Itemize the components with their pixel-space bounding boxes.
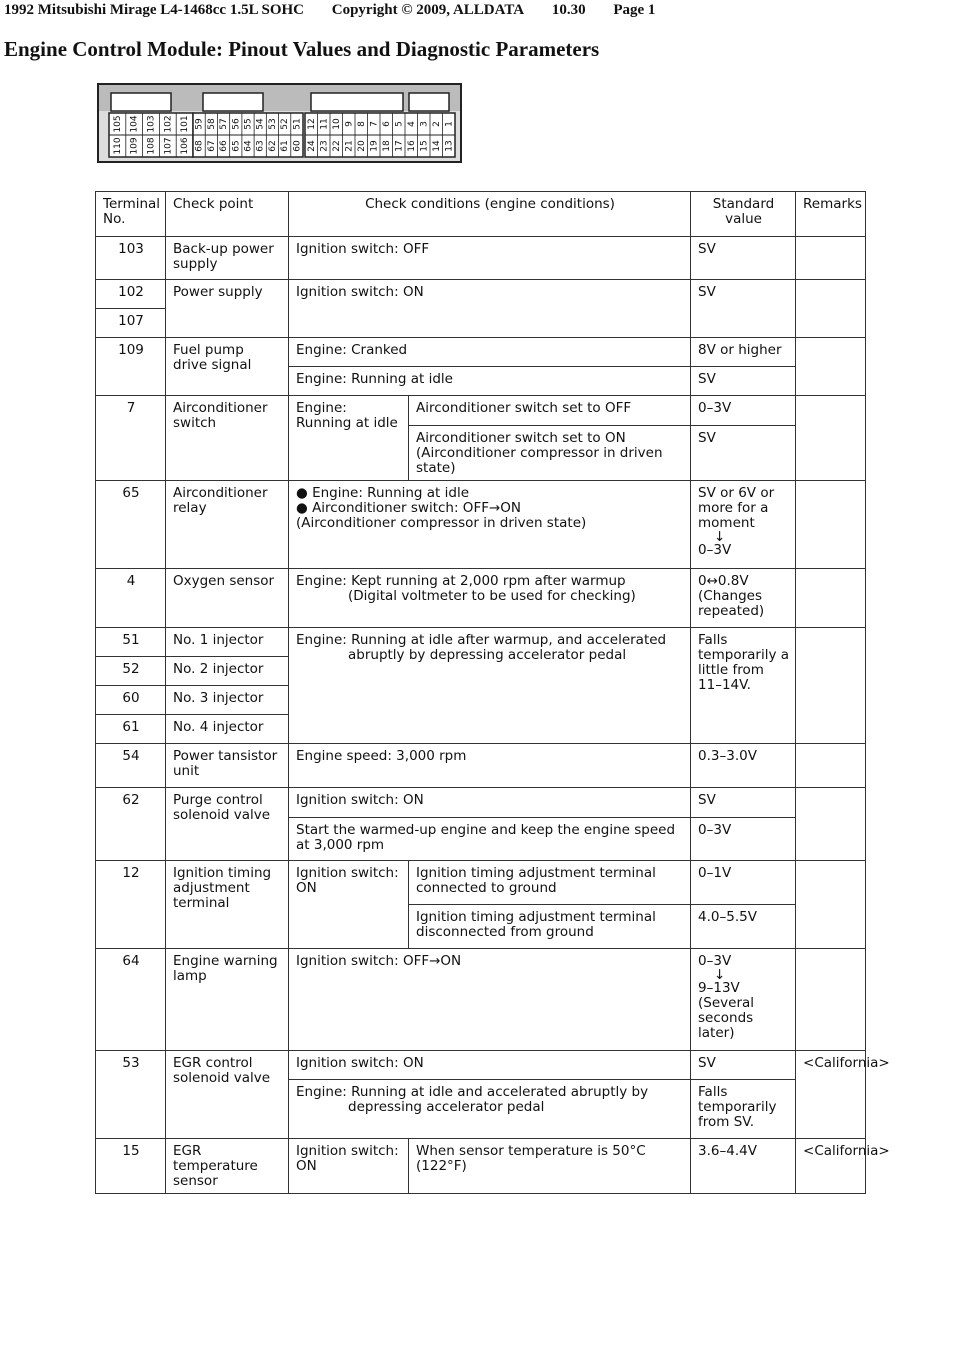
table-row <box>96 861 866 905</box>
page-number: Page 1 <box>613 2 656 18</box>
condition-cell: Ignition switch: ON <box>289 788 691 818</box>
condition-line: Engine: Kept running at 2,000 rpm after warmup <box>296 573 626 589</box>
terminal-cell: 65 <box>96 481 166 569</box>
terminal-cell: 51 <box>96 628 166 657</box>
pinout-table <box>95 191 890 1194</box>
terminal-cell: 62 <box>96 788 166 861</box>
remarks-cell <box>796 481 866 569</box>
value-line: 9–13V (Several seconds later) <box>698 980 755 1041</box>
value-cell: Falls temporarily from SV. <box>691 1080 796 1139</box>
connector-pin-label: 10 <box>331 118 342 130</box>
page-title: Engine Control Module: Pinout Values and Diagnostic Parameters <box>4 37 600 61</box>
table-row <box>96 744 866 788</box>
connector-pin-label: 102 <box>163 115 174 133</box>
connector-pin-label: 68 <box>194 140 205 152</box>
connector-pin-label: 51 <box>292 118 303 130</box>
pinout-table-wrapper <box>95 191 890 1189</box>
check-point-cell: EGR control solenoid valve <box>166 1051 289 1139</box>
condition-line: ● Airconditioner switch: OFF→ON <box>296 500 522 516</box>
connector-pin-label: 15 <box>419 140 430 152</box>
terminal-cell: 103 <box>96 237 166 280</box>
header-remarks: Remarks <box>796 192 866 237</box>
condition-cell: Engine: Cranked <box>289 338 691 367</box>
check-point-cell: Airconditioner relay <box>166 481 289 569</box>
value-cell: 0–3V <box>691 396 796 426</box>
value-cell: 0–1V <box>691 861 796 905</box>
terminal-cell: 109 <box>96 338 166 396</box>
connector-pin-label: 12 <box>306 118 317 130</box>
condition-line: depressing accelerator pedal <box>348 1099 545 1115</box>
condition-line: ● Engine: Running at idle <box>296 485 470 501</box>
header-standard-value: Standard value <box>691 192 796 237</box>
condition-line: Engine: Running at idle and accelerated abruptly by <box>296 1084 649 1100</box>
connector-pin-label: 17 <box>394 140 405 152</box>
condition-cell <box>289 1080 691 1139</box>
check-point-cell: Fuel pump drive signal <box>166 338 289 396</box>
connector-pin-label: 66 <box>219 140 230 152</box>
value-cell: SV <box>691 1051 796 1080</box>
connector-pin-label: 106 <box>180 137 191 155</box>
connector-key <box>311 93 403 111</box>
value-cell: 8V or higher <box>691 338 796 367</box>
connector-pin-label: 107 <box>163 137 174 155</box>
connector-pin-label: 62 <box>267 140 278 152</box>
condition-line: abruptly by depressing accelerator pedal <box>348 647 627 663</box>
connector-pin-label: 9 <box>344 121 355 127</box>
value-line: SV or 6V or more for a moment <box>698 485 775 531</box>
down-arrow-icon: ↓ <box>714 967 726 983</box>
terminal-cell: 61 <box>96 715 166 744</box>
remarks-cell <box>796 237 866 280</box>
value-cell: SV <box>691 367 796 396</box>
value-line: 0↔0.8V <box>698 573 749 589</box>
value-cell: 4.0–5.5V <box>691 905 796 949</box>
header-conditions: Check conditions (engine conditions) <box>289 192 691 237</box>
value-cell: SV <box>691 426 796 481</box>
condition-cell <box>289 569 691 628</box>
condition-cell <box>289 628 691 744</box>
value-cell: 3.6–4.4V <box>691 1139 796 1194</box>
connector-pin-label: 11 <box>319 118 330 130</box>
connector-pin-label: 53 <box>267 118 278 130</box>
header-check-point: Check point <box>166 192 289 237</box>
terminal-cell: 54 <box>96 744 166 788</box>
table-row <box>96 396 866 426</box>
connector-pin-label: 18 <box>381 140 392 152</box>
connector-pin-label: 108 <box>146 137 157 155</box>
remarks-cell <box>796 744 866 788</box>
table-row <box>96 628 866 657</box>
check-point-cell: Ignition timing adjustment terminal <box>166 861 289 949</box>
terminal-cell: 15 <box>96 1139 166 1194</box>
check-point-cell: Purge control solenoid valve <box>166 788 289 861</box>
terminal-cell: 4 <box>96 569 166 628</box>
table-row <box>96 1139 866 1194</box>
terminal-cell: 7 <box>96 396 166 481</box>
connector-pin-label: 103 <box>146 115 157 133</box>
connector-pin-label: 101 <box>180 115 191 133</box>
check-point-cell: No. 3 injector <box>166 686 289 715</box>
engine-state-cell: Ignition switch: ON <box>289 861 409 949</box>
copyright-label: Copyright © 2009, ALLDATA <box>331 2 525 18</box>
connector-pin-label: 58 <box>206 118 217 130</box>
connector-pin-label: 6 <box>381 121 392 127</box>
connector-pin-label: 52 <box>280 118 291 130</box>
check-point-cell: No. 2 injector <box>166 657 289 686</box>
connector-pin-label: 61 <box>280 140 291 152</box>
check-point-cell: No. 1 injector <box>166 628 289 657</box>
condition-cell: Start the warmed-up engine and keep the engine speed at 3,000 rpm <box>289 818 691 861</box>
connector-pin-label: 19 <box>369 140 380 152</box>
condition-cell <box>409 426 691 481</box>
version-label: 10.30 <box>551 2 586 18</box>
value-line: 0–3V <box>698 953 732 969</box>
value-cell: 0.3–3.0V <box>691 744 796 788</box>
check-point-cell: Oxygen sensor <box>166 569 289 628</box>
connector-pin-label: 21 <box>344 140 355 152</box>
terminal-cell: 12 <box>96 861 166 949</box>
table-row <box>96 280 866 309</box>
condition-cell: Ignition switch: OFF→ON <box>289 949 691 1051</box>
value-cell: SV <box>691 788 796 818</box>
table-row <box>96 949 866 1051</box>
connector-pin-label: 110 <box>112 137 123 155</box>
check-point-cell: Power tansistor unit <box>166 744 289 788</box>
terminal-cell: 53 <box>96 1051 166 1139</box>
connector-pin-label: 24 <box>306 140 317 152</box>
remarks-cell <box>796 396 866 481</box>
page-header <box>4 2 679 19</box>
remarks-cell: <California> <box>796 1051 866 1139</box>
table-row <box>96 1051 866 1080</box>
connector-pin-label: 2 <box>431 121 442 127</box>
remarks-cell <box>796 788 866 861</box>
value-cell: SV <box>691 237 796 280</box>
connector-pin-label: 22 <box>331 140 342 152</box>
condition-cell: Engine speed: 3,000 rpm <box>289 744 691 788</box>
condition-line: Airconditioner switch set to ON <box>416 430 626 446</box>
connector-pin-label: 1 <box>444 121 455 127</box>
remarks-cell <box>796 280 866 338</box>
connector-pin-label: 104 <box>129 115 140 133</box>
connector-pin-label: 57 <box>219 118 230 130</box>
condition-cell: Ignition switch: ON <box>289 1051 691 1080</box>
engine-state-cell: Ignition switch: ON <box>289 1139 409 1194</box>
check-point-cell: Back-up power supply <box>166 237 289 280</box>
connector-pin-label: 65 <box>231 140 242 152</box>
condition-line: Engine: Running at idle after warmup, and accelerated <box>296 632 667 648</box>
condition-cell: When sensor temperature is 50°C (122°F) <box>409 1139 691 1194</box>
value-cell: SV <box>691 280 796 338</box>
remarks-cell: <California> <box>796 1139 866 1194</box>
connector-pin-label: 23 <box>319 140 330 152</box>
connector-pin-label: 55 <box>243 118 254 130</box>
remarks-cell <box>796 861 866 949</box>
terminal-cell: 64 <box>96 949 166 1051</box>
connector-pin-label: 56 <box>231 118 242 130</box>
condition-cell: Ignition switch: ON <box>289 280 691 338</box>
table-row <box>96 788 866 818</box>
table-row <box>96 481 866 569</box>
connector-pin-label: 54 <box>255 118 266 130</box>
connector-pin-label: 14 <box>431 140 442 152</box>
connector-pin-label: 3 <box>419 121 430 127</box>
condition-cell: Ignition timing adjustment terminal connected to ground <box>409 861 691 905</box>
terminal-cell: 107 <box>96 309 166 338</box>
connector-pin-label: 13 <box>444 140 455 152</box>
value-cell: 0–3V <box>691 818 796 861</box>
condition-cell: Ignition switch: OFF <box>289 237 691 280</box>
connector-svg <box>99 85 460 161</box>
condition-line: (Digital voltmeter to be used for checking) <box>348 588 636 604</box>
connector-pin-label: 4 <box>406 121 417 127</box>
connector-pin-label: 109 <box>129 137 140 155</box>
value-cell <box>691 569 796 628</box>
check-point-cell: Engine warning lamp <box>166 949 289 1051</box>
down-arrow-icon: ↓ <box>714 529 726 545</box>
connector-pin-label: 59 <box>194 118 205 130</box>
table-header-row <box>96 192 866 237</box>
connector-pin-label: 67 <box>206 140 217 152</box>
condition-line: (Airconditioner compressor in driven state) <box>296 515 587 531</box>
connector-pin-label: 105 <box>112 115 123 133</box>
condition-cell: Engine: Running at idle <box>289 367 691 396</box>
ecm-connector-diagram <box>97 83 462 163</box>
engine-state-cell: Engine: Running at idle <box>289 396 409 481</box>
condition-cell: Airconditioner switch set to OFF <box>409 396 691 426</box>
connector-pin-label: 20 <box>356 140 367 152</box>
connector-pin-label: 63 <box>255 140 266 152</box>
connector-key <box>111 93 171 111</box>
remarks-cell <box>796 949 866 1051</box>
condition-cell <box>289 481 691 569</box>
vehicle-label: 1992 Mitsubishi Mirage L4-1468cc 1.5L SOHC <box>4 2 304 18</box>
connector-pin-label: 16 <box>406 140 417 152</box>
remarks-cell <box>796 569 866 628</box>
remarks-cell <box>796 338 866 396</box>
value-cell <box>691 481 796 569</box>
remarks-cell <box>796 628 866 744</box>
table-row <box>96 237 866 280</box>
connector-key <box>409 93 449 111</box>
check-point-cell: EGR temperature sensor <box>166 1139 289 1194</box>
connector-pin-label: 64 <box>243 140 254 152</box>
condition-line: (Airconditioner compressor in driven state) <box>416 445 663 476</box>
check-point-cell: Power supply <box>166 280 289 338</box>
value-cell <box>691 949 796 1051</box>
connector-key <box>203 93 263 111</box>
connector-pin-label: 60 <box>292 140 303 152</box>
connector-pin-label: 5 <box>394 121 405 127</box>
check-point-cell: Airconditioner switch <box>166 396 289 481</box>
header-terminal: Terminal No. <box>96 192 166 237</box>
connector-pin-label: 8 <box>356 121 367 127</box>
value-cell: Falls temporarily a little from 11–14V. <box>691 628 796 744</box>
condition-cell: Ignition timing adjustment terminal disconnected from ground <box>409 905 691 949</box>
check-point-cell: No. 4 injector <box>166 715 289 744</box>
table-row <box>96 569 866 628</box>
connector-pin-label: 7 <box>369 121 380 127</box>
terminal-cell: 60 <box>96 686 166 715</box>
terminal-cell: 102 <box>96 280 166 309</box>
value-line: 0–3V <box>698 542 732 558</box>
value-line: (Changes repeated) <box>698 588 765 619</box>
terminal-cell: 52 <box>96 657 166 686</box>
table-row <box>96 338 866 367</box>
